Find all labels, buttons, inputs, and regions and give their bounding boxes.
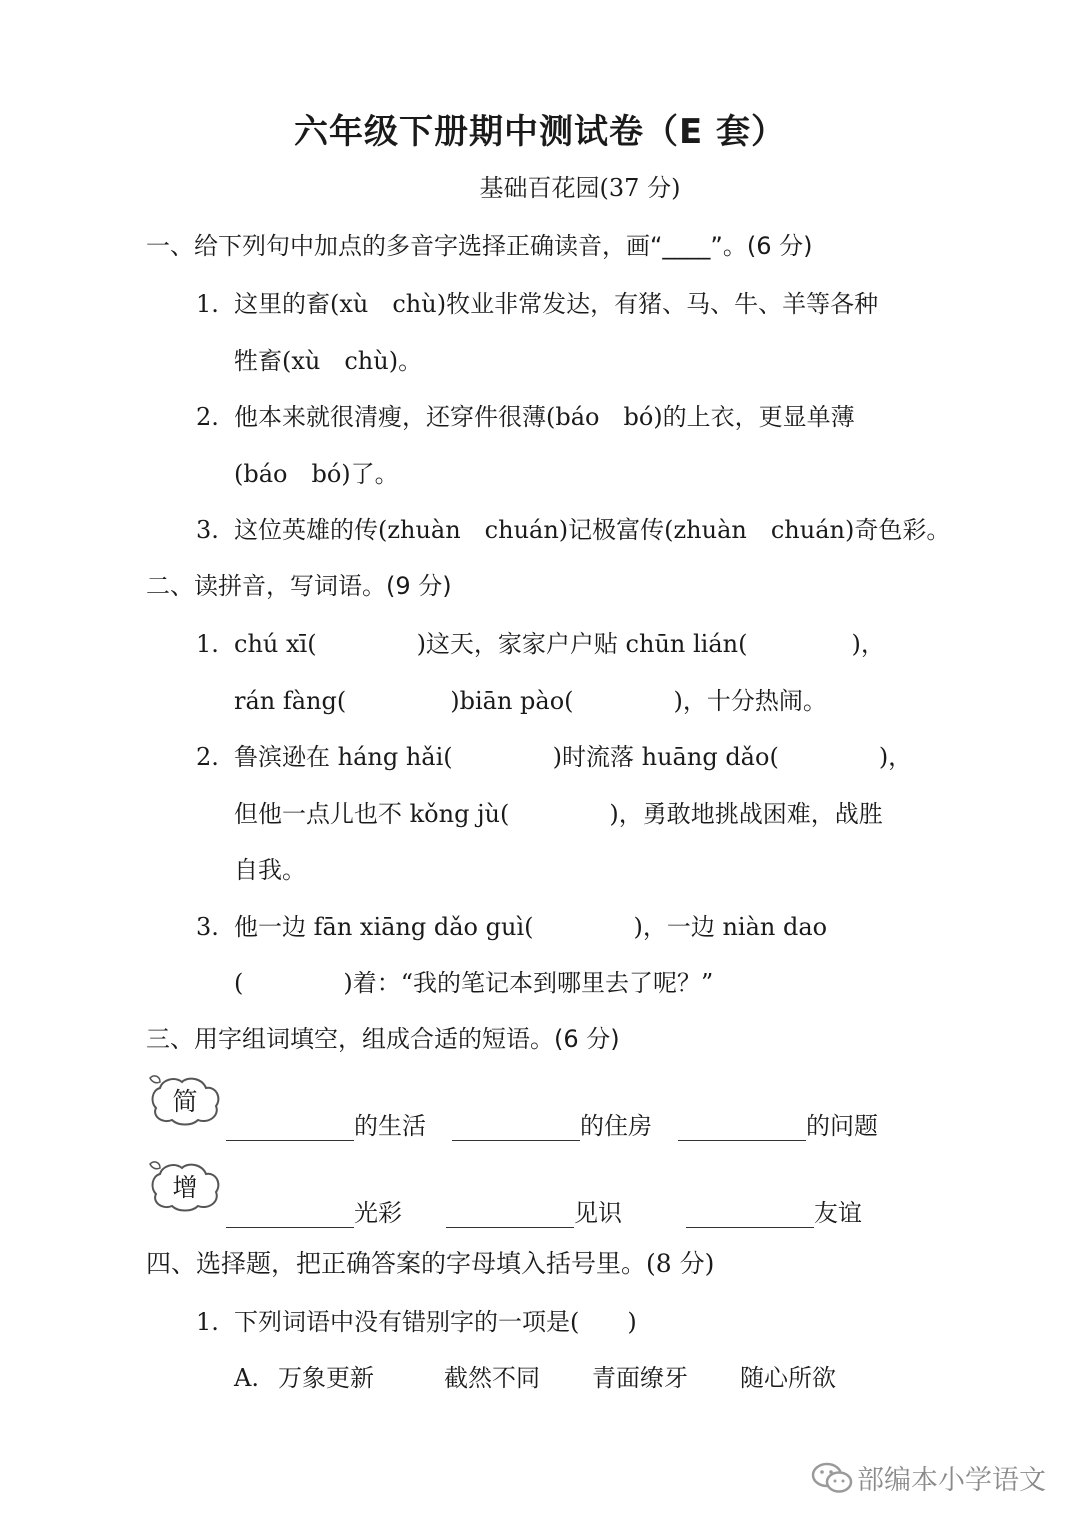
wechat-logo-icon [810,1460,854,1496]
q2-item-2-line2 [234,794,883,829]
option-a-word-3: 青面缭牙 [592,1364,688,1392]
q3-row-2-p2: 见识 [574,1199,622,1227]
q2-item-3 [196,907,827,942]
q3-heading: 三、用字组词填空，组成合适的短语。(6 分) [146,1025,620,1053]
q2-item-1-line2 [234,681,827,716]
q1-item-1 [196,284,878,319]
char-jian: 简 [172,1087,198,1116]
q1-item-3-num: 3. [196,516,219,544]
q1-item-2-line2: (báo bó)了。 [234,460,399,488]
q2-item-2-e: )，勇敢地挑战困难，战胜 [609,800,883,828]
option-a-label: A. [234,1364,259,1392]
q1-item-1-line2: 牲畜(xù chù)。 [234,347,423,375]
q3-row-2 [226,1193,862,1228]
q2-item-3-d: )着：“我的笔记本到哪里去了呢？” [343,969,714,997]
char-zeng: 增 [172,1173,198,1202]
q2-item-3-b: )，一边 niàn dao [633,913,828,941]
q2-item-3-num: 3. [196,913,219,941]
q2-item-1-c: )， [851,630,885,658]
q2-item-3-c: ( [234,969,244,997]
q2-item-2-num: 2. [196,743,219,771]
q4-heading: 四、选择题，把正确答案的字母填入括号里。(8 分) [146,1249,715,1278]
q2-item-2-b: )时流落 huāng dǎo( [552,743,779,771]
answer-blank[interactable] [226,1114,354,1141]
q2-item-2-c: )， [878,743,913,771]
q3-row-2-p3: 友谊 [814,1199,862,1227]
q1-item-3-line1: 这位英雄的传(zhuàn chuán)记极富传(zhuàn chuán)奇色彩。 [234,516,951,544]
q3-row-1-p3: 的问题 [806,1112,878,1140]
q4-item-1 [196,1302,637,1337]
q1-item-1-line1: 这里的畜(xù chù)牧业非常发达，有猪、马、牛、羊等各种 [234,290,879,318]
answer-blank[interactable] [686,1201,814,1228]
q2-item-1-d: rán fàng( [234,687,347,715]
q3-row-1 [226,1106,878,1141]
q4-item-1-num: 1. [196,1308,219,1336]
q2-item-1-f: )，十分热闹。 [673,687,827,715]
option-a-word-4: 随心所欲 [740,1364,836,1392]
q2-item-2 [196,737,912,772]
page-title: 六年级下册期中测试卷（E 套） [293,112,787,152]
q2-item-3-line2 [234,963,713,998]
q1-item-1-num: 1. [196,290,219,318]
q3-row-2-p1: 光彩 [354,1199,402,1227]
q2-item-2-a: 鲁滨逊在 háng hǎi( [234,743,453,771]
q3-row-1-p2: 的住房 [580,1112,652,1140]
q2-item-2-line3: 自我。 [234,856,306,884]
q2-item-1 [196,624,885,659]
option-a-word-1: 万象更新 [278,1364,374,1392]
q2-item-1-num: 1. [196,630,219,658]
q1-item-2-line1: 他本来就很清瘦，还穿件很薄(báo bó)的上衣，更显单薄 [234,403,855,431]
answer-blank[interactable] [446,1201,574,1228]
q4-item-1-text: 下列词语中没有错别字的一项是( ) [234,1308,637,1336]
q2-heading: 二、读拼音，写词语。(9 分) [146,572,452,600]
char-cloud-jian [146,1072,224,1124]
answer-blank[interactable] [452,1114,580,1141]
q2-item-3-a: 他一边 fān xiāng dǎo guì( [234,913,534,941]
q2-item-2-d: 但他一点儿也不 kǒng jù( [234,800,510,828]
q1-item-2 [196,397,855,432]
watermark-text: 部编本小学语文 [857,1465,1046,1496]
q1-heading: 一、给下列句中加点的多音字选择正确读音，画“____”。(6 分) [146,232,813,260]
q2-item-1-e: )biān pào( [450,687,574,715]
q4-option-a [234,1358,836,1393]
char-cloud-zeng [146,1158,224,1210]
section-subtitle: 基础百花园(37 分) [479,174,681,202]
answer-blank[interactable] [226,1201,354,1228]
q1-item-3 [196,510,950,545]
q1-item-2-num: 2. [196,403,219,431]
q2-item-1-a: chú xī( [234,630,317,658]
answer-blank[interactable] [678,1114,806,1141]
q3-row-1-p1: 的生活 [354,1112,426,1140]
q2-item-1-b: )这天，家家户户贴 chūn lián( [416,630,748,658]
option-a-word-2: 截然不同 [444,1364,540,1392]
